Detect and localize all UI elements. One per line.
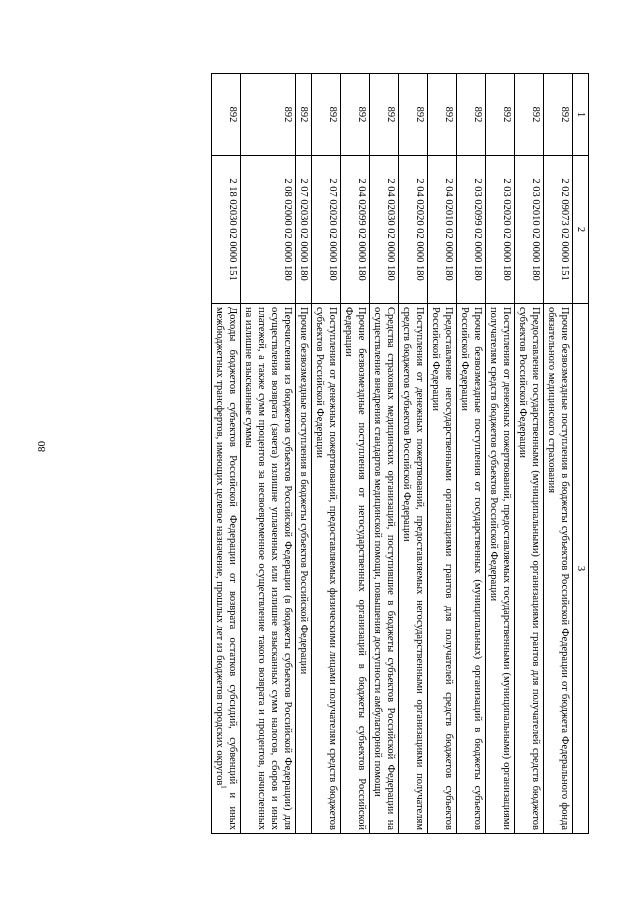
admin-code-cell: 892: [296, 74, 312, 156]
revenue-code-cell: 2 08 02000 02 0000 180: [241, 156, 296, 304]
admin-code-cell: 892: [341, 74, 370, 156]
revenue-code-cell: 2 04 02030 02 0000 180: [370, 156, 399, 304]
revenue-code-cell: 2 03 02099 02 0000 180: [457, 156, 486, 304]
description-cell: Прочие безвозмездные поступления в бюджеты субъектов Российской Федерации: [296, 304, 312, 834]
description-cell: Средства страховых медицинских организаций, поступившие в бюджеты субъектов Российской Федерации на осуществление внедрения стандартов медицинской помощи, повышения доступности амбулаторной помощи: [370, 304, 399, 834]
description-cell: Поступления от денежных пожертвований, предоставляемых физическими лицами получателям средств бюджетов субъектов Российской Федерации: [312, 304, 341, 834]
description-cell: Поступления от денежных пожертвований, предоставляемых государственными (муниципальными) организациями получателям средств бюджетов субъектов Российской Федерации: [486, 304, 515, 834]
revenue-code-cell: 2 03 02010 02 0000 180: [515, 156, 544, 304]
table-row: [341, 74, 370, 834]
revenue-code-cell: 2 03 02020 02 0000 180: [486, 156, 515, 304]
revenue-code-cell: 2 04 02099 02 0000 180: [341, 156, 370, 304]
admin-code-cell: 892: [370, 74, 399, 156]
description-cell: Прочие безвозмездные поступления в бюджеты субъектов Российской Федерации от бюджета Федерального фонда обязательного медицинского страхования: [544, 304, 573, 834]
admin-code-cell: 892: [457, 74, 486, 156]
revenue-code-cell: 2 04 02010 02 0000 180: [428, 156, 457, 304]
table-row: [312, 74, 341, 834]
description-cell: Перечисления из бюджетов субъектов Российской Федерации (в бюджеты субъектов Российской Федерации) для осуществления возврата (зачета) излишне уплаченных или излишне взысканных сумм налогов, сборов и иных платежей, а также сумм процентов за несвоевременное осуществление такого возврата и процентов, начисленных на излишне взысканные суммы: [241, 304, 296, 834]
table-row: [399, 74, 428, 834]
admin-code-cell: 892: [241, 74, 296, 156]
table-row: [370, 74, 399, 834]
table-header-row: [573, 74, 589, 834]
page-number: 80: [36, 441, 48, 452]
admin-code-cell: 892: [212, 74, 241, 156]
admin-code-cell: 892: [544, 74, 573, 156]
table-row: [544, 74, 573, 834]
table-row: [212, 74, 241, 834]
column-header-3: 3: [573, 304, 589, 834]
table-row: [486, 74, 515, 834]
revenue-code-cell: 2 02 09073 02 0000 151: [544, 156, 573, 304]
admin-code-cell: 892: [428, 74, 457, 156]
description-cell: Прочие безвозмездные поступления от государственных (муниципальных) организаций в бюджеты субъектов Российской Федерации: [457, 304, 486, 834]
admin-code-cell: 892: [515, 74, 544, 156]
table-row: [457, 74, 486, 834]
admin-code-cell: 892: [486, 74, 515, 156]
revenue-code-cell: 2 18 02030 02 0000 151: [212, 156, 241, 304]
description-cell: Предоставление негосударственными организациями грантов для получателей средств бюджетов субъектов Российской Федерации: [428, 304, 457, 834]
revenue-code-cell: 2 07 02020 02 0000 180: [312, 156, 341, 304]
admin-code-cell: 892: [399, 74, 428, 156]
table-row: [296, 74, 312, 834]
revenue-code-cell: 2 07 02030 02 0000 180: [296, 156, 312, 304]
rotated-table-container: [79, 73, 589, 833]
revenue-code-cell: 2 04 02020 02 0000 180: [399, 156, 428, 304]
table-row: [241, 74, 296, 834]
revenue-codes-table: [211, 73, 589, 834]
description-cell: Доходы бюджетов субъектов Российской Федерации от возврата остатков субсидий, субвенций и иных межбюджетных трансфертов, имеющих целевое назначение, прошлых лет из бюджетов городских округов$^1$: [212, 304, 241, 834]
column-header-1: 1: [573, 74, 589, 156]
table-row: [515, 74, 544, 834]
admin-code-cell: 892: [312, 74, 341, 156]
description-cell: Прочие безвозмездные поступления от негосударственных организаций в бюджеты субъектов Российской Федерации: [341, 304, 370, 834]
description-cell: Поступления от денежных пожертвований, предоставляемых негосударственными организациями получателям средств бюджетов субъектов Российской Федерации: [399, 304, 428, 834]
table-row: [428, 74, 457, 834]
description-cell: Предоставление государственными (муниципальными) организациями грантов для получателей средств бюджетов субъектов Российской Федерации: [515, 304, 544, 834]
footnote-marker: 1: [219, 785, 228, 789]
column-header-2: 2: [573, 156, 589, 304]
